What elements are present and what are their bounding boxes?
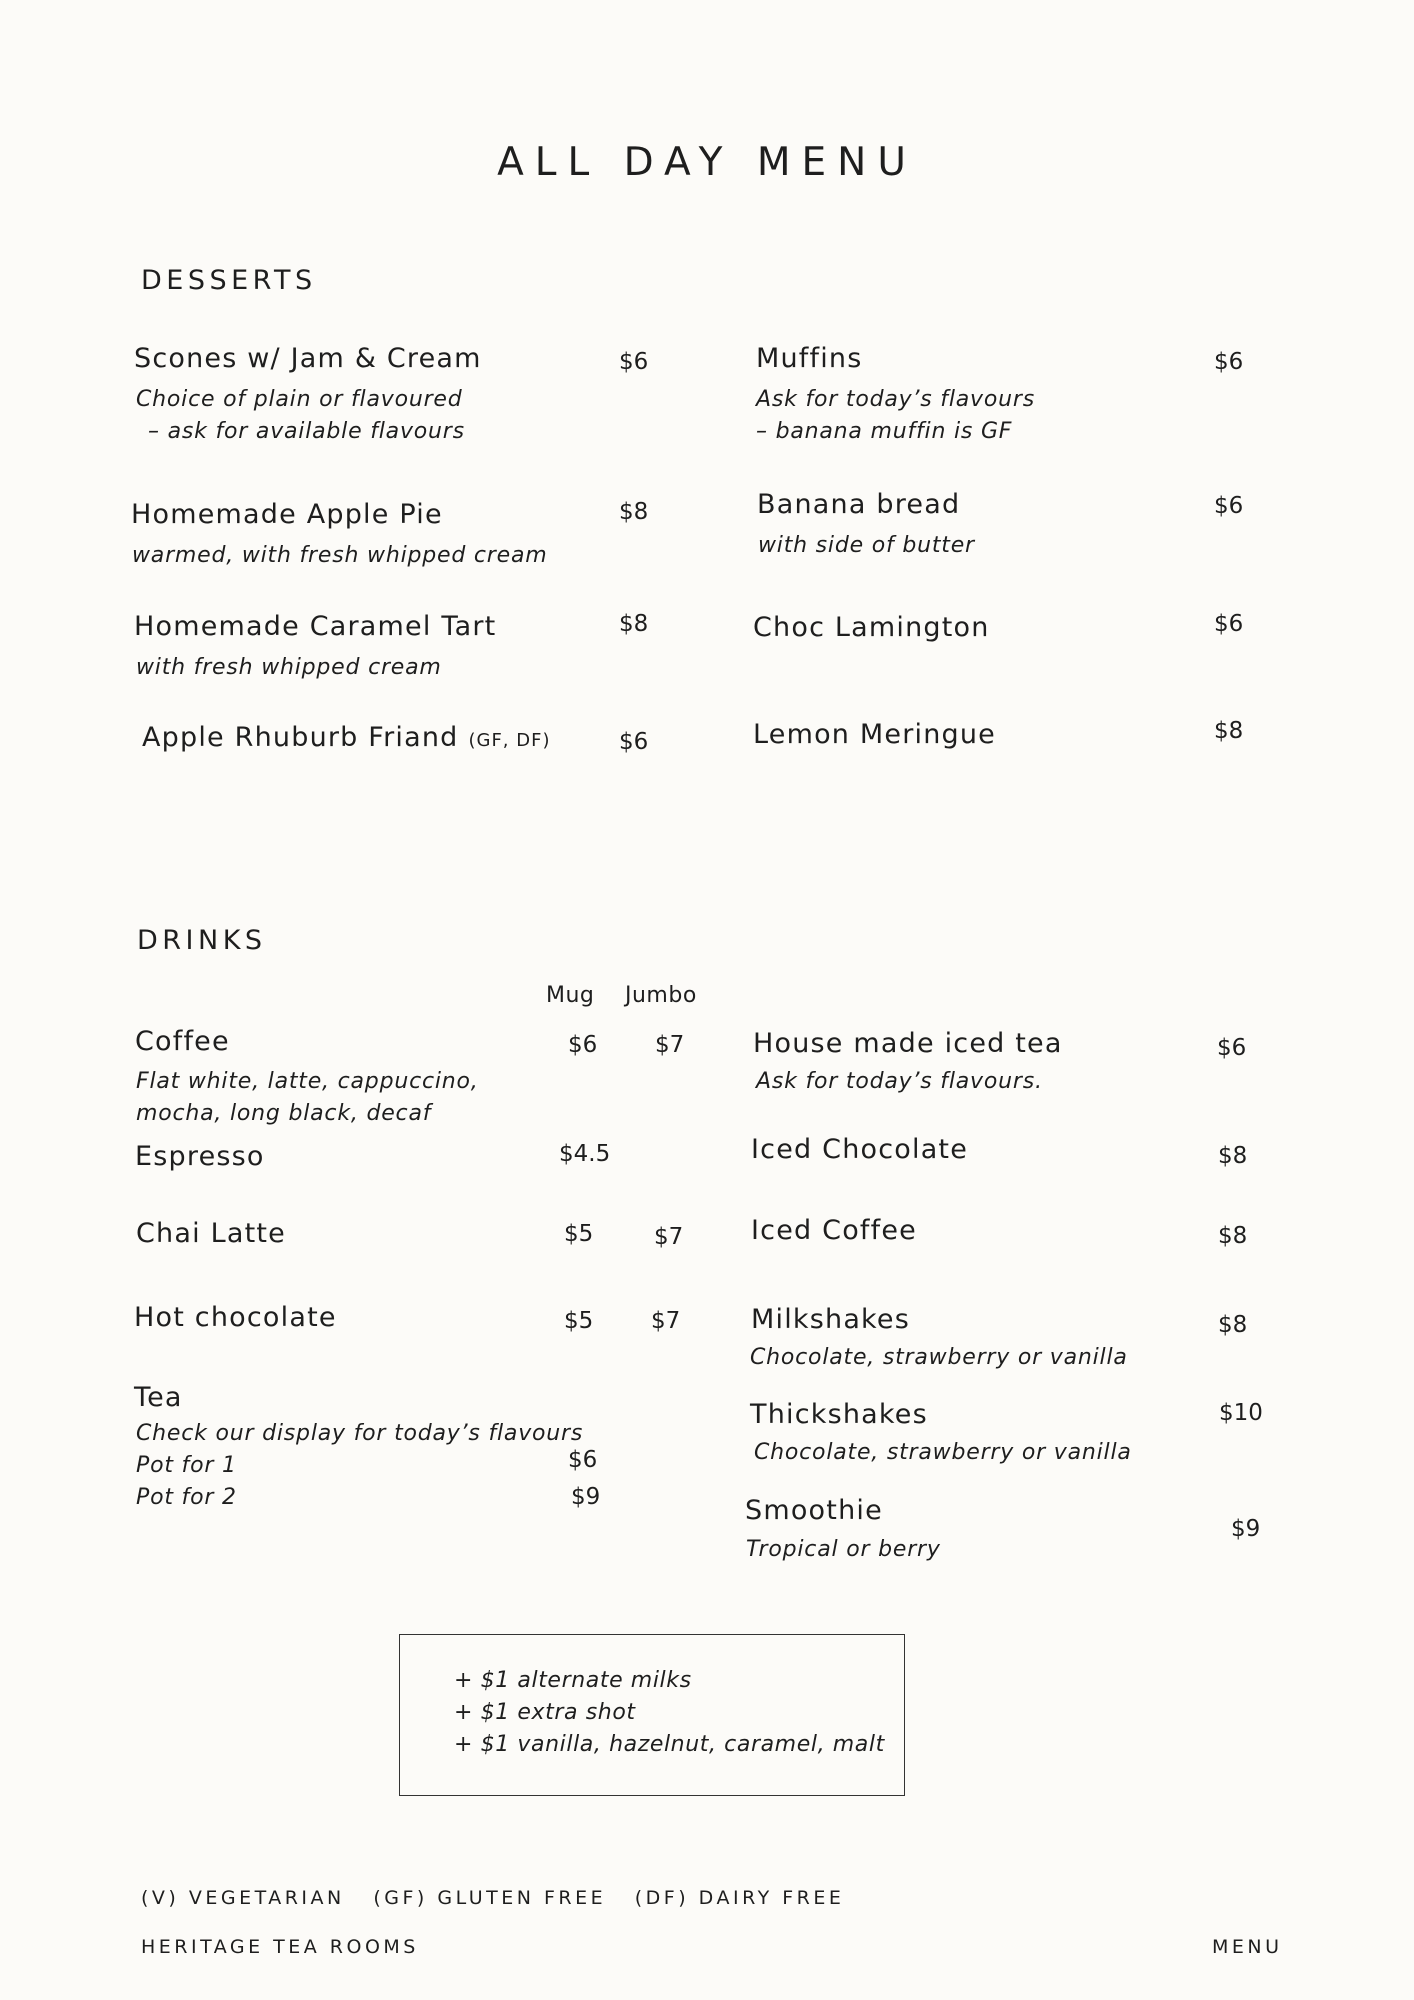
column-header-mug: Mug [546,983,595,1008]
item-name-friand-text: Apple Rhuburb Friand [142,722,459,753]
item-desc-scones-2: – ask for available flavours [148,419,465,444]
item-desc-thickshakes: Chocolate, strawberry or vanilla [754,1440,1132,1465]
item-price-meringue: $8 [1214,718,1244,744]
item-desc-iced-tea: Ask for today’s flavours. [756,1069,1043,1094]
item-tea-pot1-label: Pot for 1 [136,1453,237,1478]
item-dietary-tag-friand: (GF, DF) [468,730,551,751]
extras-item: + $1 extra shot [454,1700,636,1725]
item-desc-tea: Check our display for today’s flavours [136,1421,584,1446]
item-price-iced-chocolate: $8 [1218,1143,1248,1169]
item-price-milkshakes: $8 [1218,1312,1248,1338]
item-desc-scones-1: Choice of plain or flavoured [136,387,463,412]
extras-list [454,1665,885,1761]
item-name-friand [142,722,550,753]
item-desc-muffins-1: Ask for today’s flavours [756,387,1035,412]
footer-brand: HERITAGE TEA ROOMS [141,1936,419,1958]
item-price-hot-choc-mug: $5 [564,1308,594,1334]
item-price-chai-jumbo: $7 [654,1224,684,1250]
page-title: ALL DAY MENU [497,140,917,185]
item-name-muffins: Muffins [756,343,863,374]
item-price-iced-coffee: $8 [1218,1223,1248,1249]
item-desc-smoothie: Tropical or berry [746,1537,941,1562]
item-price-scones: $6 [619,349,649,375]
column-header-jumbo: Jumbo [625,983,697,1008]
item-name-caramel-tart: Homemade Caramel Tart [134,611,497,642]
item-price-friand: $6 [619,729,649,755]
section-heading-drinks: DRINKS [137,925,267,956]
item-price-hot-choc-jumbo: $7 [651,1308,681,1334]
item-price-coffee-jumbo: $7 [655,1032,685,1058]
extras-item: + $1 alternate milks [454,1668,692,1693]
item-name-iced-coffee: Iced Coffee [751,1215,917,1246]
item-name-tea: Tea [134,1382,183,1413]
item-name-scones: Scones w/ Jam & Cream [134,343,482,374]
item-name-chai-latte: Chai Latte [136,1218,286,1249]
item-price-lamington: $6 [1214,611,1244,637]
item-name-thickshakes: Thickshakes [750,1399,928,1430]
item-price-chai-mug: $5 [564,1221,594,1247]
item-price-coffee-mug: $6 [568,1032,598,1058]
item-name-iced-chocolate: Iced Chocolate [751,1134,969,1165]
footer-page-label: MENU [1212,1936,1283,1958]
item-price-tea-pot1: $6 [568,1447,598,1473]
item-name-smoothie: Smoothie [745,1495,883,1526]
item-price-espresso-mug: $4.5 [559,1141,611,1167]
item-desc-muffins-2: – banana muffin is GF [756,419,1013,444]
item-price-caramel-tart: $8 [619,611,649,637]
extras-box [399,1634,905,1796]
item-price-smoothie: $9 [1231,1516,1261,1542]
dietary-legend: (V) VEGETARIAN (GF) GLUTEN FREE (DF) DAIRY FREE [141,1887,845,1909]
item-name-milkshakes: Milkshakes [751,1304,911,1335]
item-price-tea-pot2: $9 [571,1484,601,1510]
item-desc-banana-bread: with side of butter [758,533,975,558]
item-name-meringue: Lemon Meringue [753,719,996,750]
item-price-banana-bread: $6 [1214,493,1244,519]
item-name-coffee: Coffee [135,1026,230,1057]
item-name-espresso: Espresso [135,1141,265,1172]
item-desc-milkshakes: Chocolate, strawberry or vanilla [750,1345,1128,1370]
item-desc-coffee-2: mocha, long black, decaf [136,1101,432,1126]
item-tea-pot2-label: Pot for 2 [136,1485,237,1510]
item-price-apple-pie: $8 [619,499,649,525]
item-name-iced-tea: House made iced tea [753,1028,1063,1059]
item-name-lamington: Choc Lamington [753,612,990,643]
item-desc-coffee-1: Flat white, latte, cappuccino, [136,1069,479,1094]
item-name-banana-bread: Banana bread [757,489,961,520]
section-heading-desserts: DESSERTS [141,265,317,296]
item-name-hot-chocolate: Hot chocolate [134,1302,337,1333]
extras-item: + $1 vanilla, hazelnut, caramel, malt [454,1732,885,1757]
item-price-muffins: $6 [1214,349,1244,375]
item-desc-caramel-tart: with fresh whipped cream [136,655,442,680]
item-desc-apple-pie: warmed, with fresh whipped cream [132,543,548,568]
item-price-thickshakes: $10 [1219,1400,1263,1426]
item-name-apple-pie: Homemade Apple Pie [131,499,443,530]
item-price-iced-tea: $6 [1217,1035,1247,1061]
